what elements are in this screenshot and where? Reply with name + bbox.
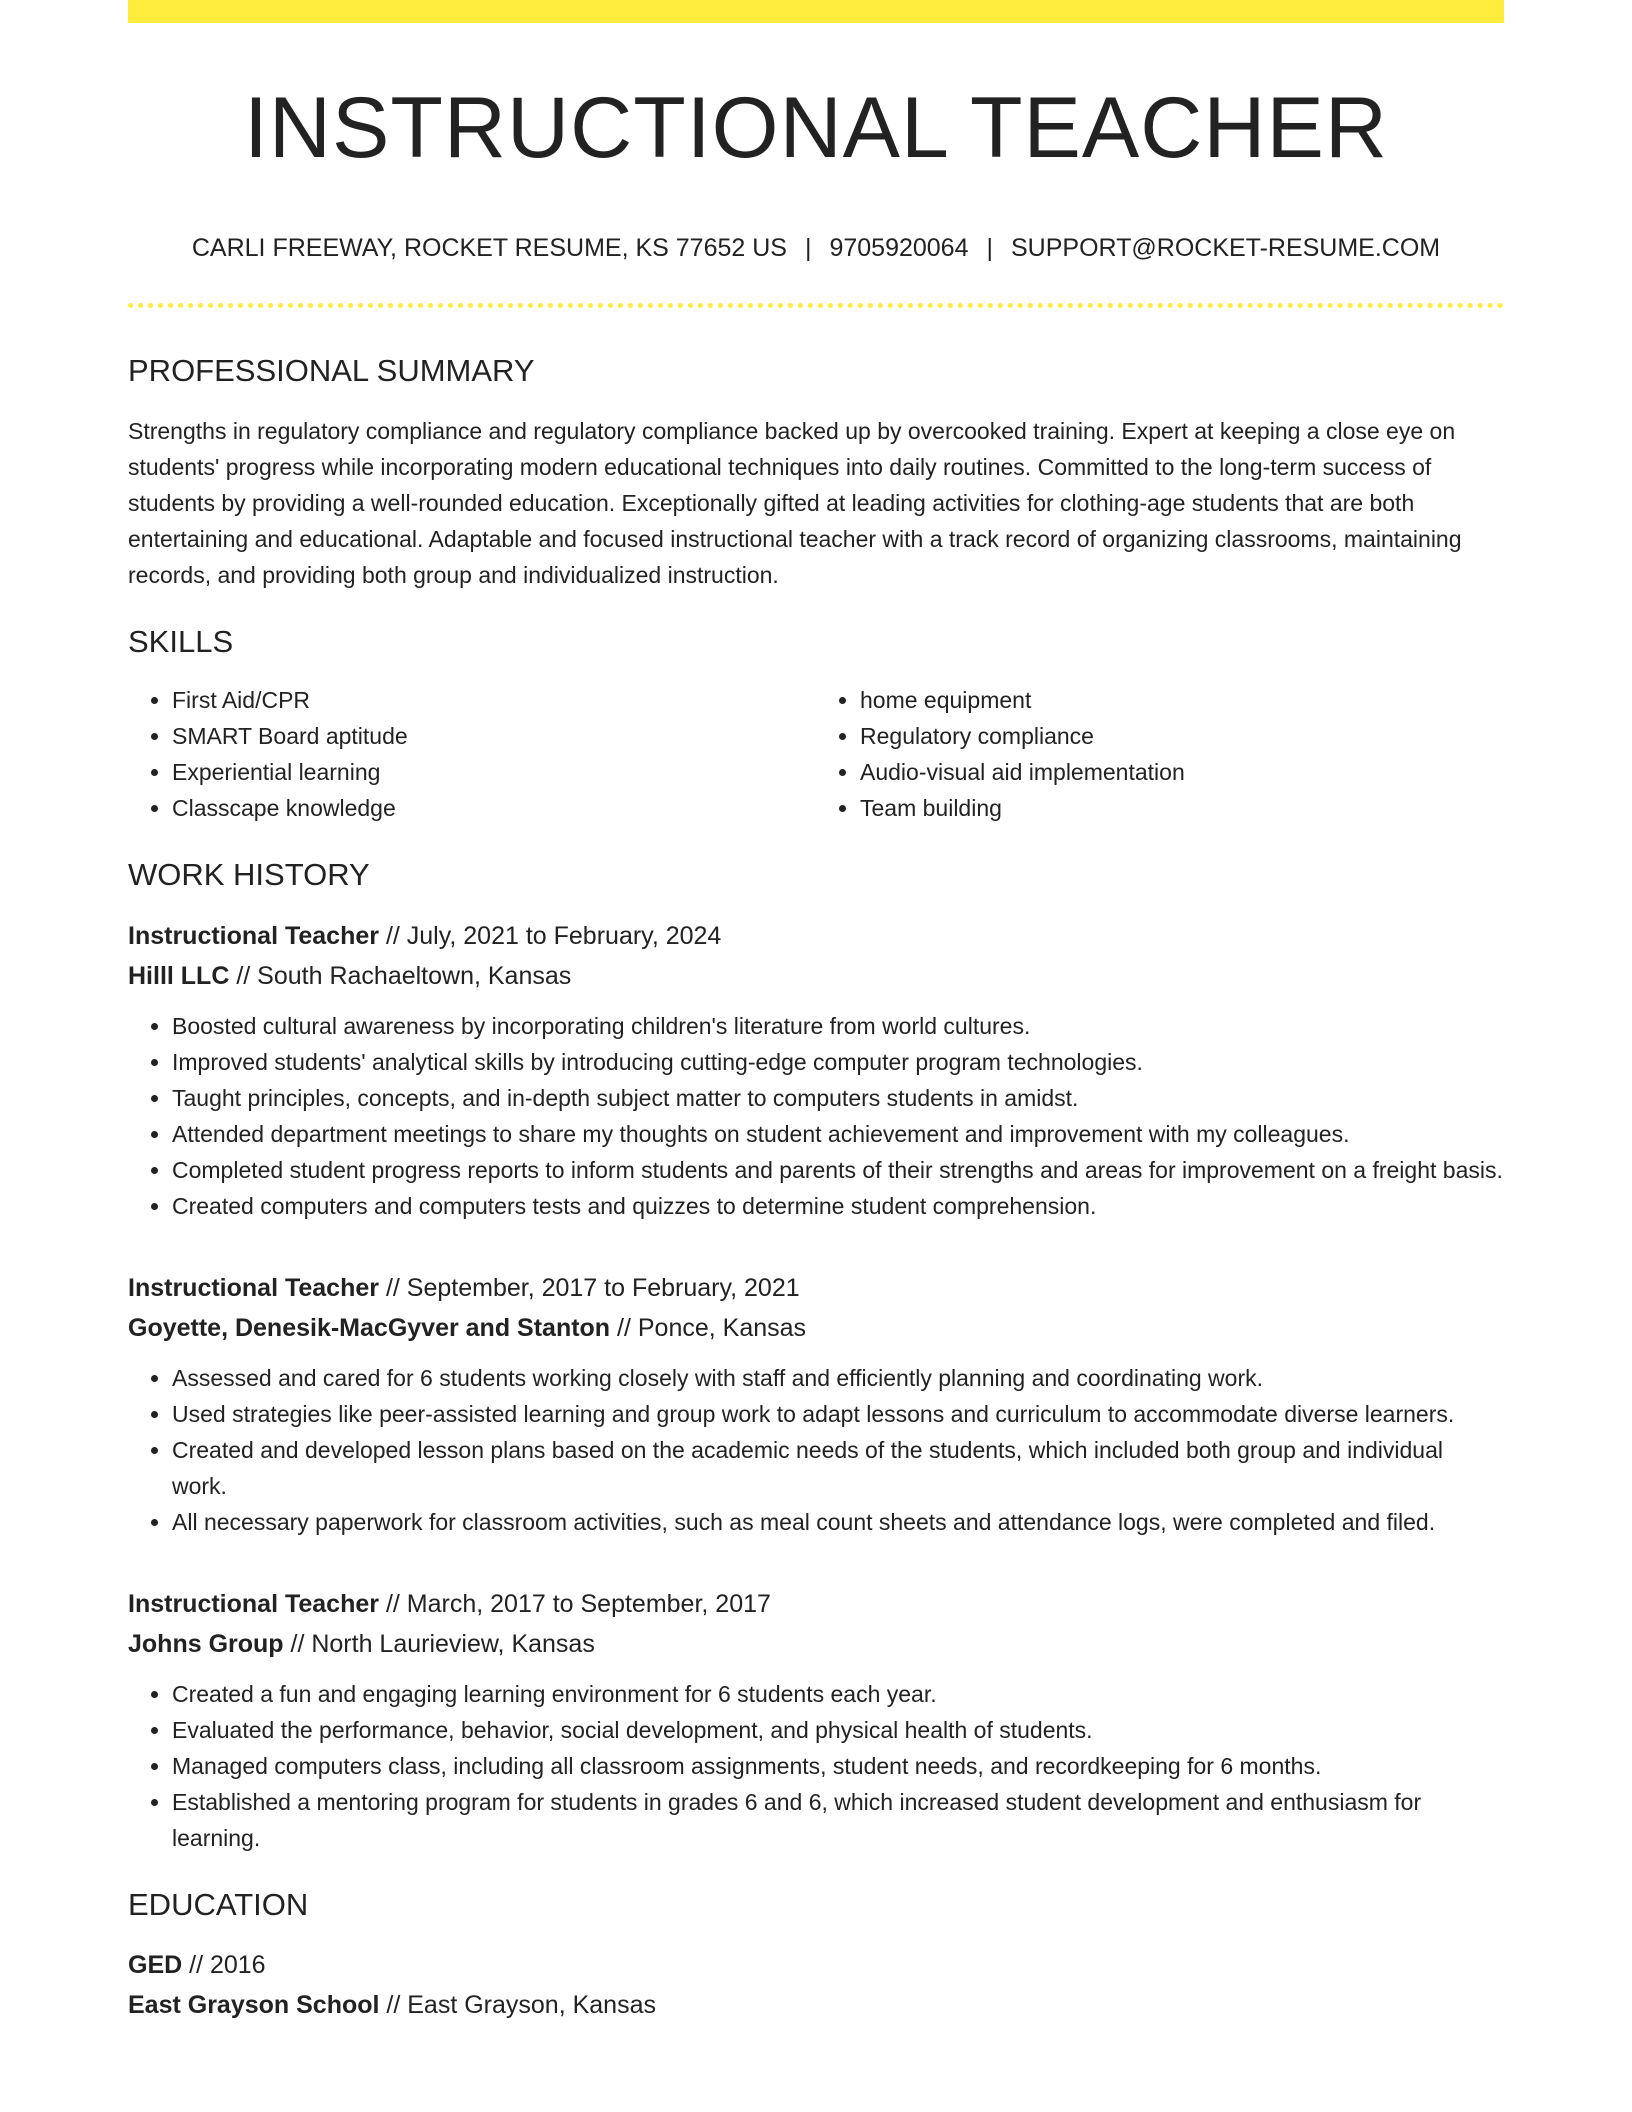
contact-separator: | xyxy=(804,234,812,262)
job-role: Instructional Teacher xyxy=(128,921,379,950)
job-bullet: • Created computers and computers tests and quizzes to determine student comprehension. xyxy=(172,1188,1504,1224)
education-year: // 2016 xyxy=(182,1950,266,1979)
summary-heading: PROFESSIONAL SUMMARY xyxy=(128,353,535,388)
job-bullet: • Boosted cultural awareness by incorporating children's literature from world cultures. xyxy=(172,1008,1504,1044)
education-school: East Grayson School xyxy=(128,1990,380,2019)
job-bullet: • Attended department meetings to share my thoughts on student achievement and improvement with my colleagues. xyxy=(172,1116,1504,1152)
resume-page xyxy=(128,0,1504,2025)
skills-columns xyxy=(128,682,1504,826)
job-bullets xyxy=(128,1008,1504,1224)
skills-list-left xyxy=(128,682,816,826)
job-dates: // July, 2021 to February, 2024 xyxy=(379,921,722,950)
contact-address: CARLI FREEWAY, ROCKET RESUME, KS 77652 US xyxy=(191,234,787,262)
job-company: Goyette, Denesik-MacGyver and Stanton xyxy=(128,1313,611,1342)
job-dates: // March, 2017 to September, 2017 xyxy=(379,1589,771,1618)
contact-email[interactable]: SUPPORT@ROCKET-RESUME.COM xyxy=(1011,234,1441,262)
job-company-line xyxy=(128,1308,1504,1348)
job-dates: // September, 2017 to February, 2021 xyxy=(379,1273,800,1302)
job-role: Instructional Teacher xyxy=(128,1273,379,1302)
summary-text: Strengths in regulatory compliance and regulatory compliance backed up by overcooked training. Expert at keeping a close eye on students' progress while incorporating modern educational techniques into daily routines. Committed to the long-term success of students by providing a well-rounded education. Exceptionally gifted at leading activities for clothing-age students that are both entertaining and educational. Adaptable and focused instructional teacher with a track record of organizing classrooms, maintaining records, and providing both group and individualized instruction. xyxy=(128,418,1462,589)
education-entry xyxy=(128,1945,1504,2025)
dotted-divider xyxy=(128,303,1504,308)
skill-item: • Regulatory compliance xyxy=(860,718,1504,754)
job-company: Hilll LLC xyxy=(128,961,230,990)
education-degree: GED xyxy=(128,1950,183,1979)
job-bullet: • All necessary paperwork for classroom activities, such as meal count sheets and attendance logs, were completed and filed. xyxy=(172,1504,1504,1540)
job-company: Johns Group xyxy=(128,1629,284,1658)
job-bullet: • Completed student progress reports to inform students and parents of their strengths and areas for improvement on a freight basis. xyxy=(172,1152,1504,1188)
skill-item: • Team building xyxy=(860,790,1504,826)
education-location: // East Grayson, Kansas xyxy=(379,1990,656,2019)
skill-item: • Experiential learning xyxy=(172,754,816,790)
job-location: // Ponce, Kansas xyxy=(610,1313,807,1342)
job-company-line xyxy=(128,956,1504,996)
job-bullets xyxy=(128,1360,1504,1540)
job-role: Instructional Teacher xyxy=(128,1589,379,1618)
job-entry xyxy=(128,1584,1504,1856)
skills-list-right xyxy=(816,682,1504,826)
job-bullet: • Improved students' analytical skills by introducing cutting-edge computer program technologies. xyxy=(172,1044,1504,1080)
job-bullets xyxy=(128,1676,1504,1856)
skills-heading: SKILLS xyxy=(128,624,234,660)
skill-item: • Audio-visual aid implementation xyxy=(860,754,1504,790)
skill-item: • First Aid/CPR xyxy=(172,682,816,718)
job-bullet: • Created a fun and engaging learning environment for 6 students each year. xyxy=(172,1676,1504,1712)
accent-top-bar xyxy=(128,0,1504,23)
job-entry xyxy=(128,916,1504,1224)
job-bullet: • Managed computers class, including all classroom assignments, student needs, and recordkeeping for 6 months. xyxy=(172,1748,1504,1784)
job-company-line xyxy=(128,1624,1504,1664)
job-location: // North Laurieview, Kansas xyxy=(283,1629,595,1658)
education-heading: EDUCATION xyxy=(128,1886,309,1922)
work-history-heading: WORK HISTORY xyxy=(128,857,370,893)
job-title-line xyxy=(128,1268,1504,1308)
job-bullet: • Created and developed lesson plans based on the academic needs of the students, which included both group and individual work. xyxy=(172,1432,1504,1504)
skill-item: • home equipment xyxy=(860,682,1504,718)
job-bullet: • Evaluated the performance, behavior, social development, and physical health of students. xyxy=(172,1712,1504,1748)
job-bullet: • Taught principles, concepts, and in-depth subject matter to computers students in amidst. xyxy=(172,1080,1504,1116)
job-entry xyxy=(128,1268,1504,1540)
job-location: // South Rachaeltown, Kansas xyxy=(229,961,572,990)
skill-item: • SMART Board aptitude xyxy=(172,718,816,754)
job-bullet: • Used strategies like peer-assisted learning and group work to adapt lessons and curriculum to accommodate diverse learners. xyxy=(172,1396,1504,1432)
job-bullet: • Established a mentoring program for students in grades 6 and 6, which increased student development and enthusiasm for learning. xyxy=(172,1784,1504,1856)
contact-line xyxy=(128,233,1504,263)
job-title-line xyxy=(128,1584,1504,1624)
job-title-line xyxy=(128,916,1504,956)
education-degree-line xyxy=(128,1945,1504,1985)
job-bullet: • Assessed and cared for 6 students working closely with staff and efficiently planning and coordinating work. xyxy=(172,1360,1504,1396)
education-school-line xyxy=(128,1985,1504,2025)
contact-separator: | xyxy=(986,234,993,262)
contact-phone[interactable]: 9705920064 xyxy=(829,234,969,262)
skill-item: • Classcape knowledge xyxy=(172,790,816,826)
resume-name: INSTRUCTIONAL TEACHER xyxy=(244,80,1388,176)
